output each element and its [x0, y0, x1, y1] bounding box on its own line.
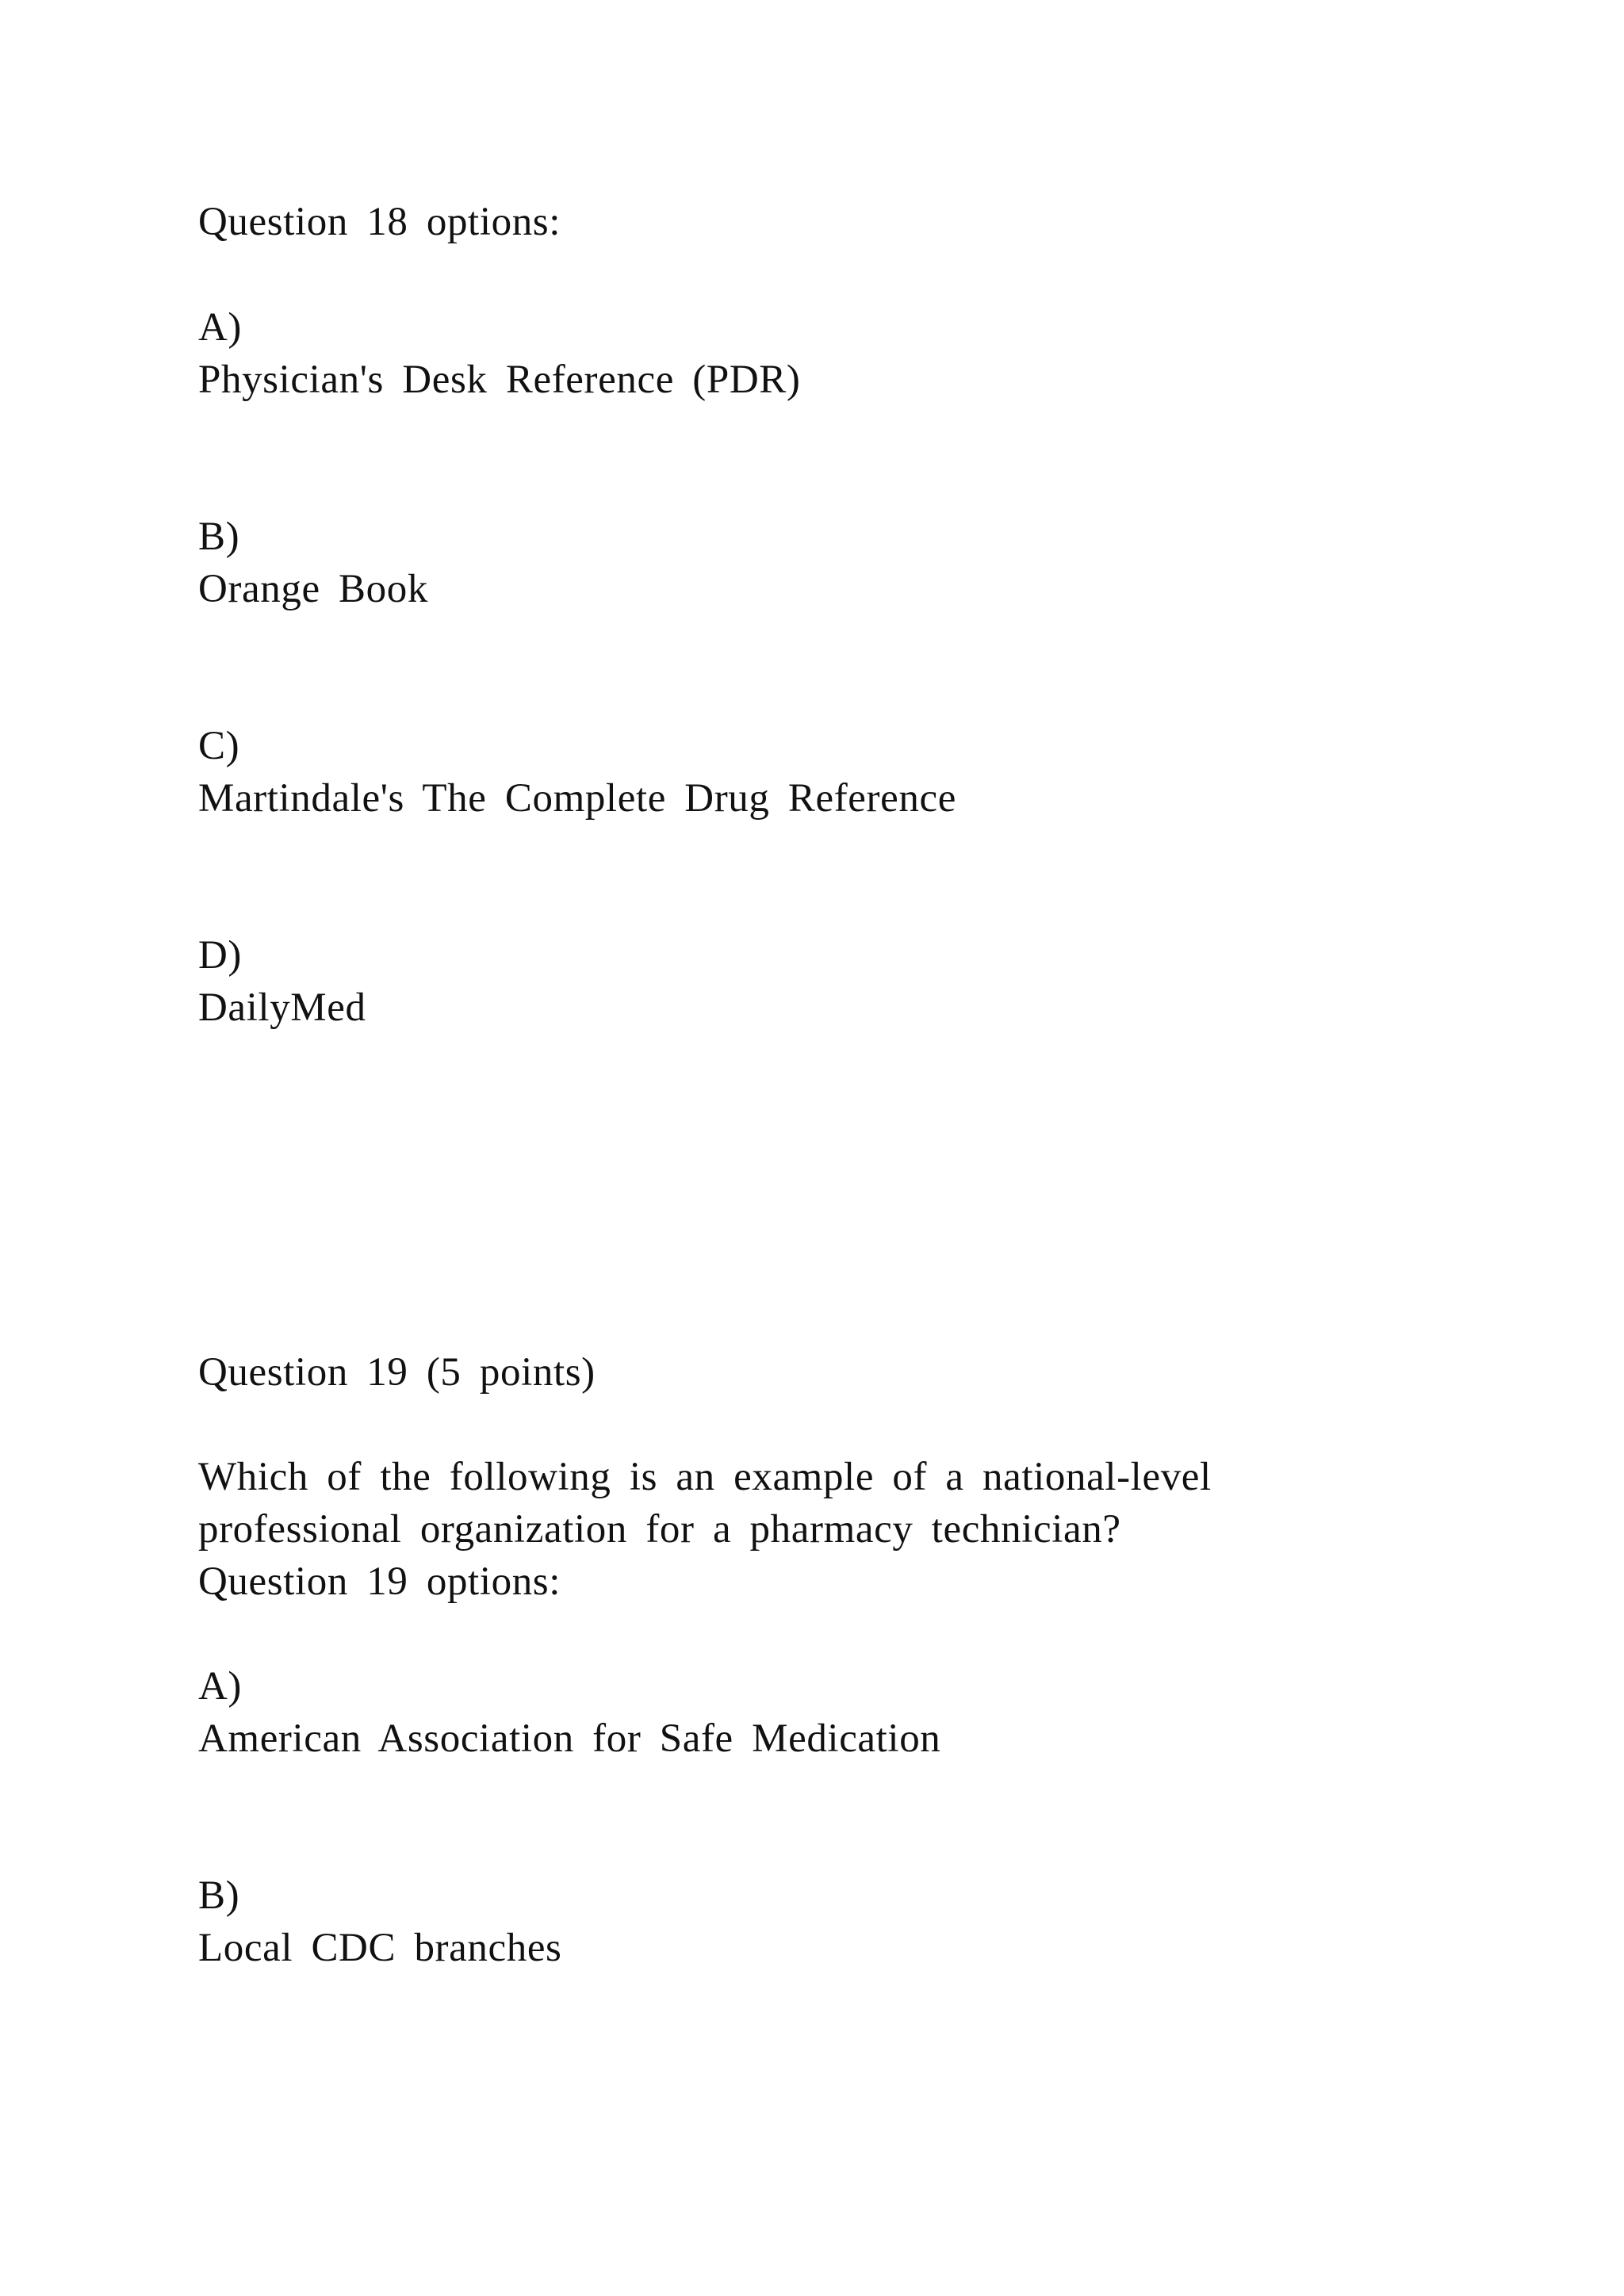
q19-prompt-line1: Which of the following is an example of a national-level [198, 1455, 1212, 1499]
option-text: American Association for Safe Medication [198, 1716, 941, 1761]
option-letter: D) [198, 933, 243, 978]
option-letter: C) [198, 724, 240, 768]
q19-prompt-line2: professional organization for a pharmacy technician? [198, 1507, 1121, 1552]
q19-options-label: Question 19 options: [198, 1559, 561, 1604]
option-text: Orange Book [198, 567, 428, 611]
option-text: DailyMed [198, 985, 366, 1030]
option-letter: A) [198, 1664, 243, 1709]
option-letter: B) [198, 1873, 240, 1918]
option-letter: A) [198, 305, 243, 350]
option-text: Martindale's The Complete Drug Reference [198, 776, 956, 821]
option-text: Local CDC branches [198, 1926, 562, 1970]
option-letter: B) [198, 515, 240, 559]
option-text: Physician's Desk Reference (PDR) [198, 358, 801, 402]
q19-heading: Question 19 (5 points) [198, 1350, 596, 1395]
q18-options-label: Question 18 options: [198, 200, 561, 244]
